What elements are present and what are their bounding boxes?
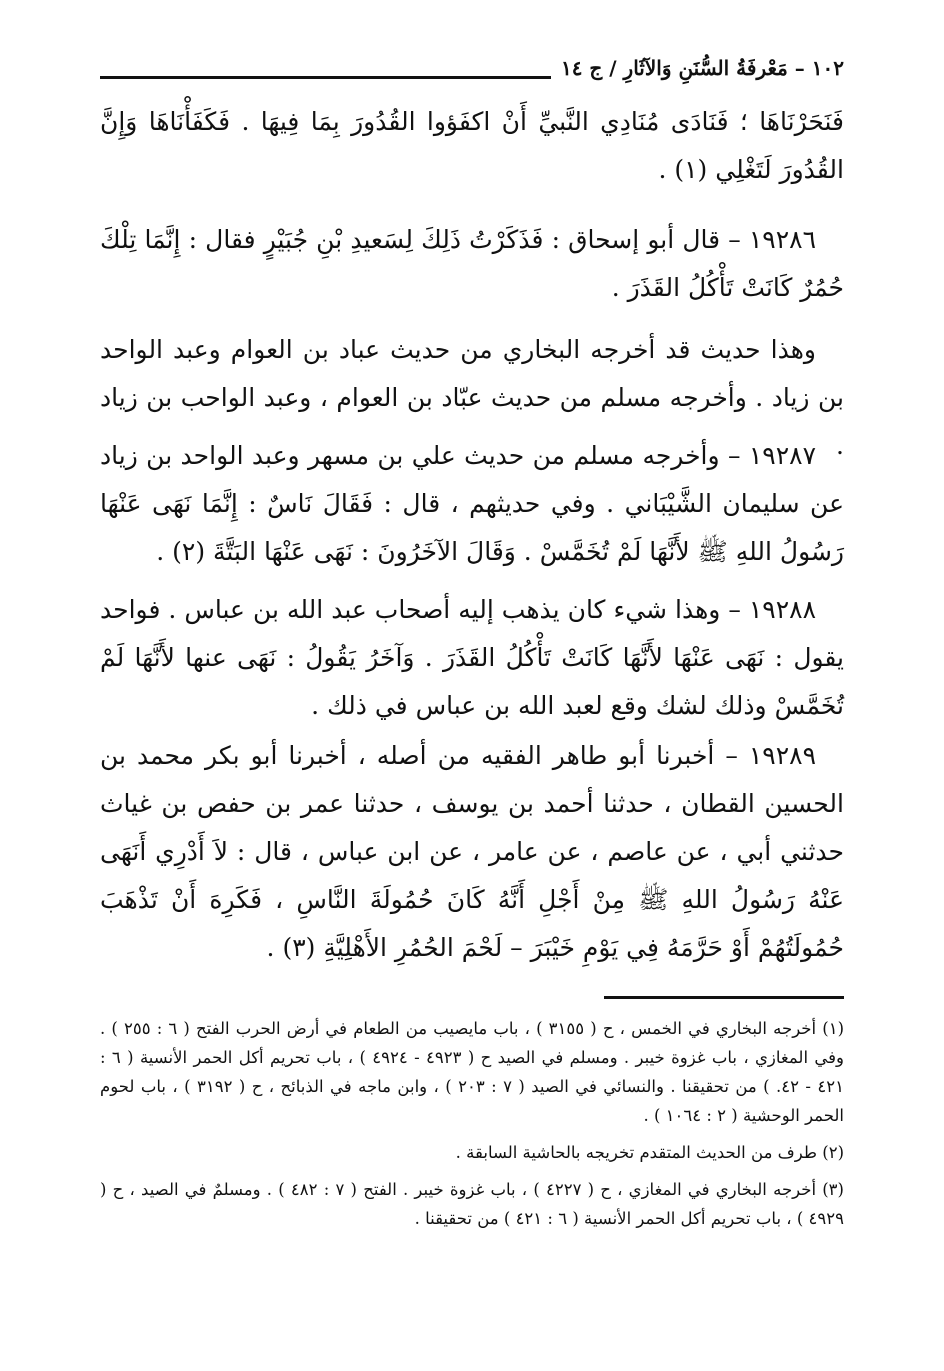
footnote-1: (١) أخرجه البخاري في الخمس ، ح ( ٣١٥٥ ) ، باب مايصيب من الطعام في أرض الحرب الفتح ( ٦ : ٢٥٥ ) . وفي المغازي ، باب غزوة خيبر . ومسلم في الصيد ح ( ٤٩٢٣ - ٤٩٢٤ ) ، باب تحريم أكل الحمر الأنسية ( ٦ : ٤٢١ - ٤٢. ) من تحقيقنا . والنسائي في الصيد ( ٧ : ٢٠٣ ) ، وابن ماجه في الذبائح ، ح ( ٣١٩٢ ) ، باب لحوم الحمر الوحشية ( ٢ : ١٠٦٤ ) .	[100, 1019, 844, 1125]
footnote-3: (٣) أخرجه البخاري في المغازي ، ح ( ٤٢٢٧ ) ، باب غزوة خيبر . الفتح ( ٧ : ٤٨٢ ) . ومسلمٌ في الصيد ، ح ( ٤٩٢٩ ) ، باب تحريم أكل الحمر الأنسية ( ٦ : ٤٢١ ) من تحقيقنا .	[100, 1180, 844, 1228]
paragraph-text: فَنَحَرْنَاهَا ؛ فَنَادَى مُنَادِي النَّبيِّ أَنْ اكفَؤوا القُدُورَ بِمَا فِيهَا . فَكَفَأْنَاهَا وَإِنَّ القُدُورَ لَتَغْلِي (١) .	[100, 107, 844, 184]
paragraph-text: ١٩٢٨٦ – قال أبو إسحاق : فَذَكَرْتُ ذَلِكَ لِسَعيدِ بْنِ جُبَيْرٍ فقال : إِنَّمَا تِلْكَ حُمُرٌ كَانَتْ تَأْكُلُ القَذَرَ .	[100, 225, 844, 302]
hadith-19286	[100, 216, 844, 312]
paragraph-continuation	[100, 98, 844, 194]
paragraph-text: ١٩٢٨٧ – وأخرجه مسلم من حديث علي بن مسهر وعبد الواحد بن زياد عن سليمان الشَّيْبَاني . وفي حديثهم ، قال : فَقَالَ نَاسٌ : إِنَّمَا نَهَى عَنْهَا رَسُولُ اللهِ ﷺ لأَنَّهَا لَمْ تُخَمَّسْ . وَقَالَ الآخَرُونَ : نَهَى عَنْهَا البَتَّةَ (٢) .	[100, 441, 844, 566]
running-header	[100, 56, 844, 86]
running-title: ١٠٢ – مَعْرفَةُ السُّنَنِ وَالآثَارِ / ج ١٤	[551, 56, 844, 80]
paragraph-text: ١٩٢٨٩ – أخبرنا أبو طاهر الفقيه من أصله ، أخبرنا أبو بكر محمد بن الحسين القطان ، حدثنا أحمد بن يوسف ، حدثنا عمر بن حفص بن غياث حدثني أبي ، عن عاصم ، عن عامر ، عن ابن عباس ، قال : لاَ أَدْرِي أَنَهَى عَنْهُ رَسُولُ اللهِ ﷺ مِنْ أَجْلِ أَنَّهُ كَانَ حُمُولَةَ النَّاسِ ، فَكَرِهَ أَنْ تَذْهَبَ حُمُولَتُهُمْ أَوْ حَرَّمَهُ فِي يَوْمِ خَيْبَرَ – لَحْمَ الحُمُرِ الأَهْلِيَّةِ (٣) .	[100, 741, 844, 962]
hadith-19289	[100, 732, 844, 972]
footnote-separator	[604, 996, 844, 999]
footnote-2: (٢) طرف من الحديث المتقدم تخريجه بالحاشية السابقة .	[455, 1143, 844, 1162]
paragraph-text: ١٩٢٨٨ – وهذا شيء كان يذهب إليه أصحاب عبد الله بن عباس . فواحد يقول : نَهَى عَنْهَا لأَنَّهَا كَانَتْ تَأْكُلُ القَذَرَ . وَآخَرُ يَقُولُ : نَهَى عنها لأَنَّهَا لَمْ تُخَمَّسْ وذلك لشك وقع لعبد الله بن عباس في ذلك .	[100, 595, 844, 720]
hadith-19288	[100, 586, 844, 730]
footnotes	[100, 1014, 844, 1241]
paragraph-text: وهذا حديث قد أخرجه البخاري من حديث عباد بن العوام وعبد الواحد بن زياد . وأخرجه مسلم من حديث عبّاد بن العوام ، وعبد الواحب بن زياد .	[100, 335, 844, 460]
hadith-19287	[100, 432, 844, 576]
